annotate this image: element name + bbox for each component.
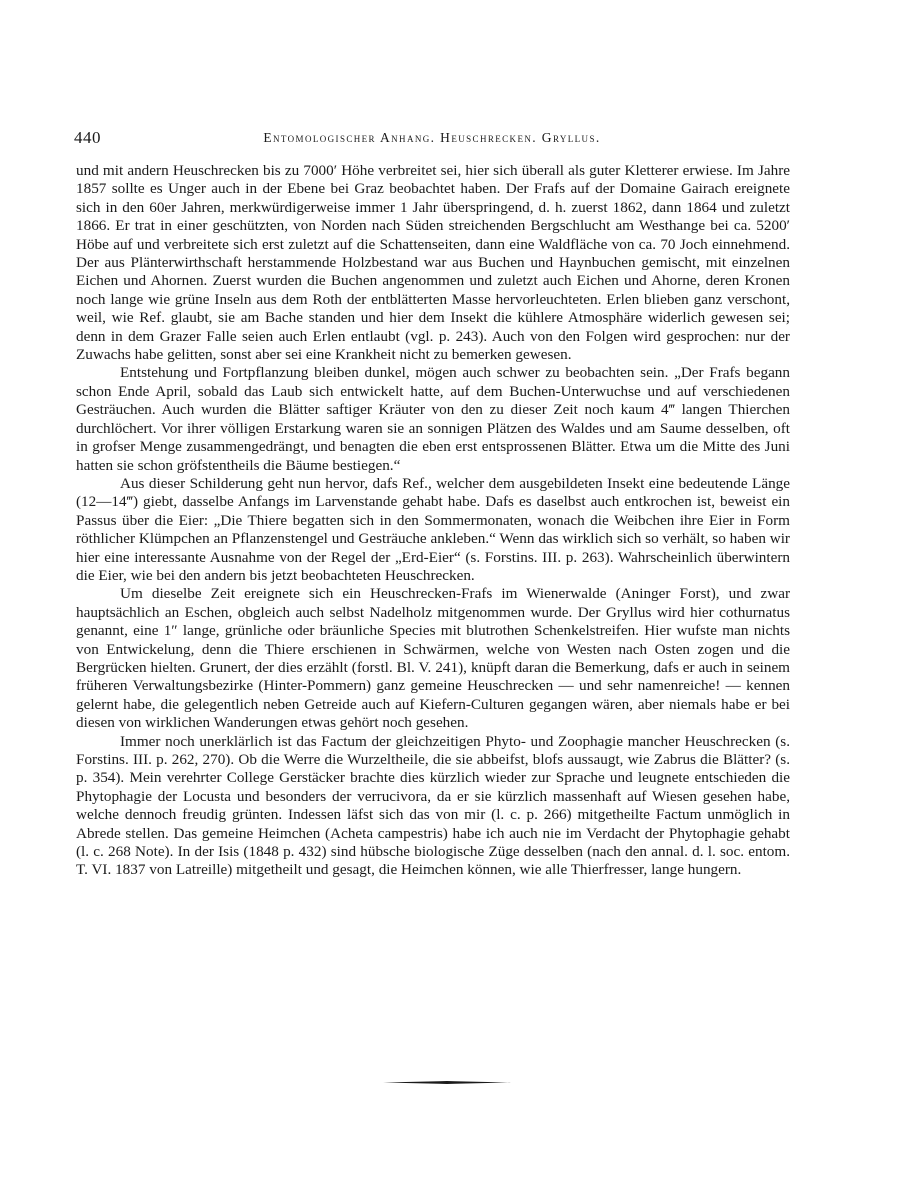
page-header xyxy=(74,128,790,152)
paragraph-5: Immer noch unerklärlich ist das Factum der gleichzeitigen Phyto- und Zoophagie mancher Heuschrecken (s. Forstins. III. p. 262, 270). Ob die Werre die Wurzeltheile, die sie abbeifst, blofs aussaugt, wie Zabrus die Blätter? (s. p. 354). Mein verehrter College Gerstäcker brachte dies kürzlich wieder zur Sprache und leugnete entschieden die Phytophagie der Locusta und besonders der verrucivora, da er sie kürzlich massenhaft auf Wiesen gesehen habe, welche dennoch freudig grünten. Indessen läfst sich das von mir (l. c. p. 266) mitgetheilte Factum unmöglich in Abrede stellen. Das gemeine Heimchen (Acheta campestris) habe ich auch nie im Verdacht der Phytophagie gehabt (l. c. 268 Note). In der Isis (1848 p. 432) sind hübsche biologische Züge desselben (nach den annal. d. l. soc. entom. T. VI. 1837 von Latreille) mitgetheilt und gesagt, die Heimchen können, wie alle Thierfresser, lange hungern. xyxy=(76,732,790,879)
section-end-rule xyxy=(383,1081,511,1084)
paragraph-1: und mit andern Heuschrecken bis zu 7000′ Höhe verbreitet sei, hier sich überall als guter Kletterer erwiese. Im Jahre 1857 sollte es Unger auch in der Ebene bei Graz beobachtet haben. Der Frafs auf der Domaine Gairach ereignete sich in den 60er Jahren, merkwürdigerweise immer 1 Jahr überspringend, d. h. zuerst 1862, dann 1864 und zuletzt 1866. Er trat in einer geschützten, von Norden nach Süden streichenden Bergschlucht am Westhange bei ca. 5200′ Höbe auf und verbreitete sich erst zuletzt auf die Schattenseiten, dann eine Waldfläche von ca. 70 Joch einnehmend. Der aus Plänterwirthschaft herstammende Holzbestand war aus Buchen und Haynbuchen gemischt, mit einzelnen Eichen und Ahornen. Zuerst wurden die Buchen angenommen und zuletzt auch Eichen und Ahorne, deren Kronen noch lange wie grüne Inseln aus dem Roth der entblätterten Masse hervorleuchteten. Erlen blieben ganz verschont, weil, wie Ref. glaubt, sie am Bache standen und hier dem Insekt die kühlere Atmosphäre widerlich gewesen sei; denn in dem Grazer Falle seien auch Erlen entlaubt (vgl. p. 243). Auch von den Folgen wird gesprochen: nur der Zuwachs habe gelitten, sonst aber sei eine Krankheit nicht zu bemerken gewesen. xyxy=(76,162,790,364)
running-title: Entomologischer Anhang. Heuschrecken. Gryllus. xyxy=(263,130,601,145)
page-number: 440 xyxy=(74,128,101,147)
paragraph-4: Um dieselbe Zeit ereignete sich ein Heuschrecken-Frafs im Wienerwalde (Aninger Forst), und zwar hauptsächlich an Eschen, obgleich auch selbst Nadelholz mitgenommen wurde. Der Gryllus wird hier cothurnatus genannt, eine 1″ lange, grünliche oder bräunliche Species mit blutrothen Schenkelstreifen. Hier wufste man nichts von Entwickelung, denn die Thiere erschienen in Schwärmen, welche von Westen nach Osten zogen und die Bergrücken hielten. Grunert, der dies erzählt (forstl. Bl. V. 241), knüpft daran die Bemerkung, dafs er auch in seinem früheren Verwaltungsbezirke (Hinter-Pommern) ganz gemeine Heuschrecken — und sehr namenreiche! — kennen gelernt habe, die gelegentlich neben Getreide auch auf Kiefern-Culturen gegangen wären, aber niemals habe er bei diesen von wirklichen Wanderungen etwas gehört noch gesehen. xyxy=(76,585,790,732)
paragraph-3: Aus dieser Schilderung geht nun hervor, dafs Ref., welcher dem ausgebildeten Insekt eine bedeutende Länge (12—14‴) giebt, dasselbe Anfangs im Larvenstande gehabt habe. Dafs es daselbst auch entkrochen ist, beweist ein Passus über die Eier: „Die Thiere begatten sich in den Sommermonaten, wonach die Weibchen ihre Eier in Form röthlicher Klümpchen an Pflanzenstengel und Gesträuche ankleben.“ Wenn das wirklich sich so verhält, so haben wir hier eine interessante Ausnahme von der Regel der „Erd-Eier“ (s. Forstins. III. p. 263). Wahrscheinlich überwintern die Eier, wie bei den andern bis jetzt beobachteten Heuschrecken. xyxy=(76,474,790,584)
paragraph-2: Entstehung und Fortpflanzung bleiben dunkel, mögen auch schwer zu beobachten sein. „Der Frafs begann schon Ende April, sobald das Laub sich entwickelt hatte, auf dem Buchen-Unterwuchse und auf verschiedenen Gesträuchen. Auch wurden die Blätter saftiger Kräuter von den zu dieser Zeit noch kaum 4‴ langen Thierchen durchlöchert. Vor ihrer völligen Erstarkung waren sie an sonnigen Plätzen des Waldes und am Saume desselben, oft in grofser Menge zusammengedrängt, und benagten die eben erst entsprossenen Blätter. Etwa um die Mitte des Juni hatten sie schon gröfstentheils die Bäume bestiegen.“ xyxy=(76,364,790,474)
body-text xyxy=(76,162,790,880)
